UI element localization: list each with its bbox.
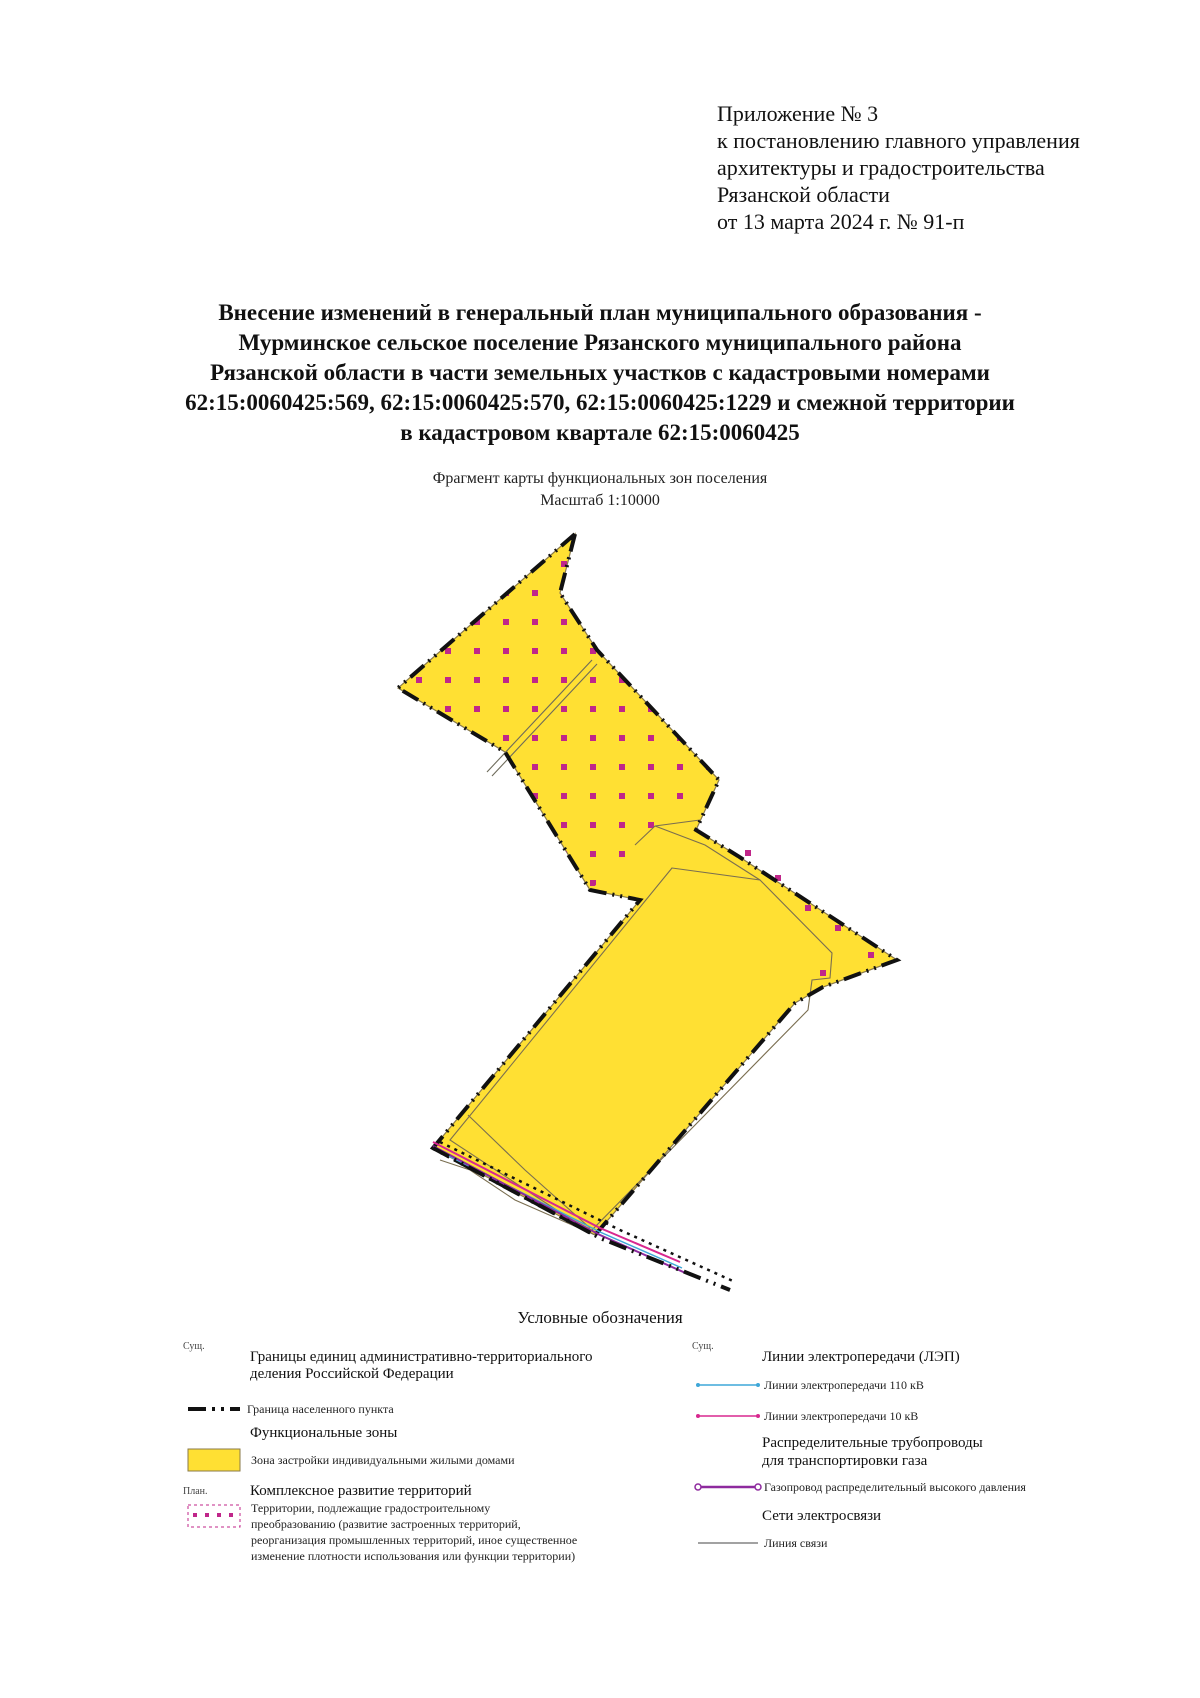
legend-lep-heading: Линии электропередачи (ЛЭП) bbox=[762, 1349, 960, 1365]
appendix-line: Приложение № 3 bbox=[717, 101, 879, 126]
legend-gas-label: Газопровод распределительный высокого давления bbox=[764, 1480, 1026, 1494]
legend-admin-heading-line: Границы единиц административно-территориального bbox=[250, 1349, 593, 1365]
legend-title: Условные обозначения bbox=[517, 1308, 683, 1327]
legend-gas-heading bbox=[762, 1434, 983, 1470]
legend-kr-desc-line: преобразованию (развитие застроенных территорий, bbox=[251, 1517, 521, 1531]
legend-lep10-label: Линии электропередачи 10 кВ bbox=[764, 1409, 919, 1423]
title-line: 62:15:0060425:569, 62:15:0060425:570, 62:15:0060425:1229 и смежной территории bbox=[185, 390, 1015, 415]
legend-zones-heading: Функциональные зоны bbox=[250, 1425, 398, 1441]
appendix-line: Рязанской области bbox=[717, 182, 890, 207]
legend-tag-existing-right: Сущ. bbox=[692, 1341, 714, 1352]
appendix-line: к постановлению главного управления bbox=[717, 128, 1080, 153]
legend-zone-swatch bbox=[188, 1449, 240, 1471]
appendix-line: от 13 марта 2024 г. № 91-п bbox=[717, 209, 965, 234]
title-line: в кадастровом квартале 62:15:0060425 bbox=[400, 420, 800, 445]
legend-lep110-label: Линии электропередачи 110 кВ bbox=[764, 1378, 924, 1392]
title-line: Внесение изменений в генеральный план муниципального образования - bbox=[218, 300, 982, 325]
legend-kr-description bbox=[251, 1500, 577, 1564]
title-line: Мурминское сельское поселение Рязанского муниципального района bbox=[238, 330, 962, 355]
legend-admin-heading-line: деления Российской Федерации bbox=[250, 1366, 454, 1382]
legend-zone-label: Зона застройки индивидуальными жилыми домами bbox=[251, 1453, 515, 1467]
legend-gas-heading-line: Распределительные трубопроводы bbox=[762, 1435, 983, 1451]
legend-tag-planned: План. bbox=[183, 1486, 208, 1497]
legend-tag-existing: Сущ. bbox=[183, 1341, 205, 1352]
map-caption-text: Фрагмент карты функциональных зон поселения bbox=[432, 470, 768, 487]
legend-kr-desc-line: изменение плотности использования или функции территории) bbox=[251, 1549, 576, 1563]
appendix-line: архитектуры и градостроительства bbox=[717, 155, 1045, 180]
map-scale: Масштаб 1:10000 bbox=[540, 492, 660, 509]
legend-admin-heading bbox=[250, 1349, 593, 1383]
legend-kr-desc-line: Территории, подлежащие градостроительному bbox=[251, 1501, 491, 1515]
legend-gas-heading-line: для транспортировки газа bbox=[762, 1453, 928, 1469]
title-line: Рязанской области в части земельных участков с кадастровыми номерами bbox=[210, 360, 990, 385]
legend-kr-heading: Комплексное развитие территорий bbox=[250, 1483, 472, 1499]
legend-boundary-label: Граница населенного пункта bbox=[247, 1402, 394, 1416]
legend-comm-heading: Сети электросвязи bbox=[762, 1508, 882, 1524]
legend-comm-label: Линия связи bbox=[764, 1536, 828, 1550]
legend-kr-desc-line: реорганизация промышленных территорий, иное существенное bbox=[251, 1533, 578, 1547]
